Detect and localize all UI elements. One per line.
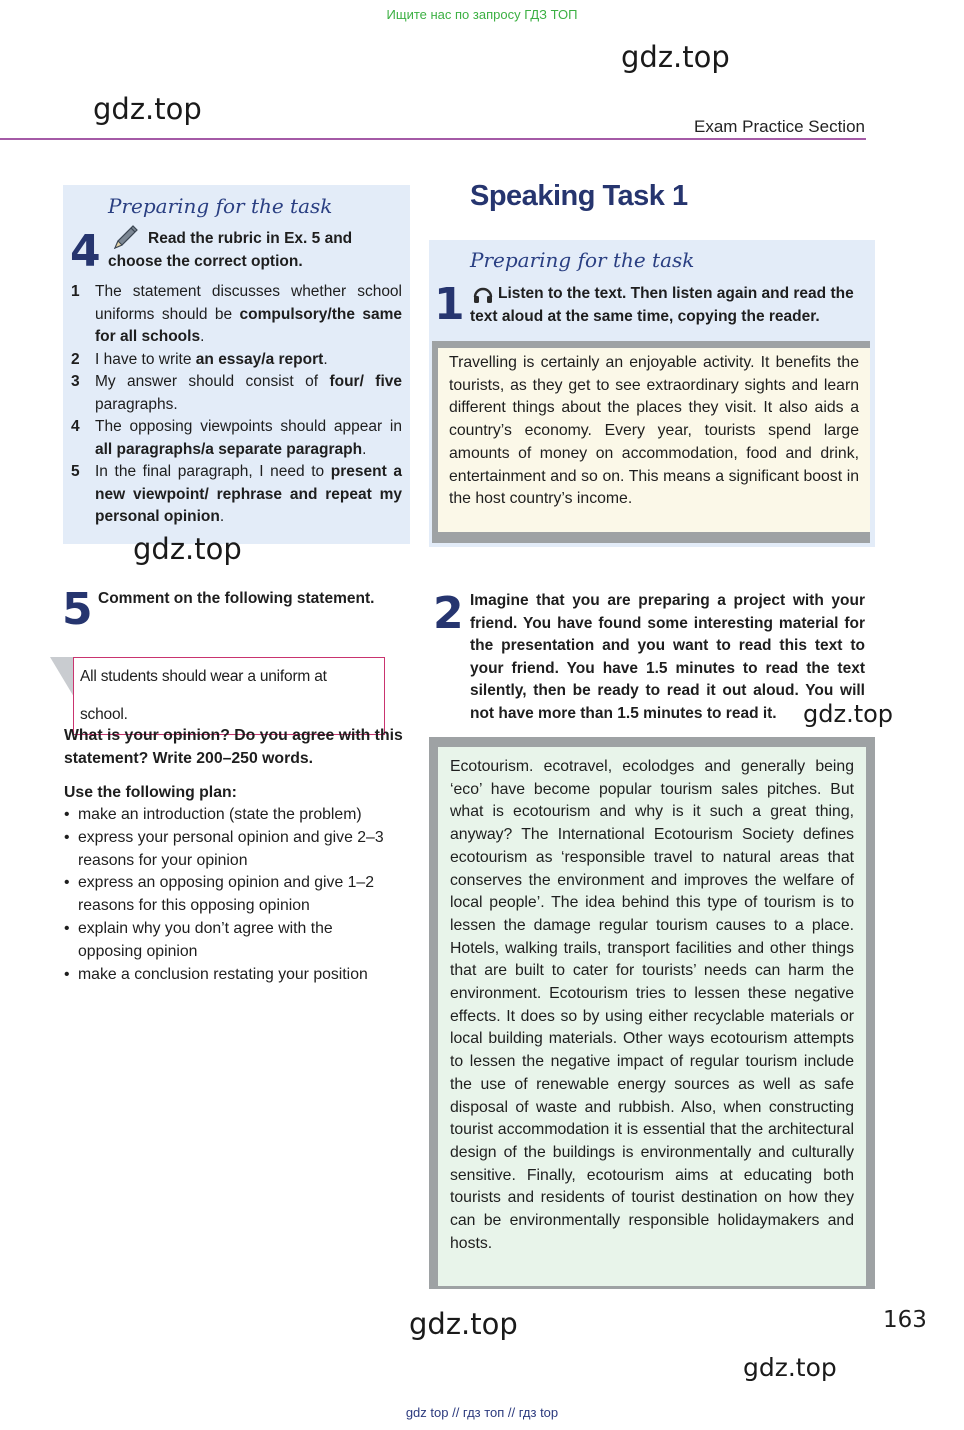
top-search-note: Ищите нас по запросу ГДЗ ТОП: [386, 7, 578, 22]
statement-box: All students should wear a uniform at school.: [73, 657, 385, 735]
option-text: In the final paragraph, I need to: [95, 463, 331, 480]
watermark: gdz.top: [803, 700, 894, 728]
option-text: .: [200, 328, 205, 345]
ex1-instruction: Listen to the text. Then listen again and read the text aloud at the same time, copying the reader.: [470, 285, 854, 325]
option-text: .: [362, 440, 367, 458]
plan-item: • express an opposing opinion and give 1–2 reasons for this opposing opinion: [64, 872, 399, 918]
speaking-task-title: Speaking Task 1: [470, 180, 688, 212]
option-choice: compulsory/the same for all schools: [95, 305, 402, 345]
plan-list: [64, 804, 399, 986]
ex4-options-list: [64, 281, 402, 529]
page-number: 163: [883, 1307, 927, 1333]
plan-item: • make a conclusion restating your position: [64, 964, 399, 987]
plan-item: • express your personal opinion and give 2–3 reasons for your opinion: [64, 827, 399, 873]
prep-title: Preparing for the task: [470, 248, 695, 272]
option-choice: present a new viewpoint/ rephrase and repeat my personal opinion: [95, 463, 402, 525]
option-text: .: [219, 508, 225, 525]
option-text: I have to write: [95, 350, 196, 368]
ex2-instruction: Imagine that you are preparing a project with your friend. You have found some interesting material for the presentation and you want to read this text to your friend. You have 1.5 minutes to read the text silently, then be ready to read it out aloud. You will not have more than 1.5 minutes to read it.: [470, 592, 865, 722]
ex2-reading-text: Ecotourism. ecotravel, ecolodges and generally being ‘eco’ have become popular tourism sales pitches. But what is ecotourism and why is it such a great thing, anyway? The International Ecotourism Society defines ecotourism as ‘responsible travel to natural areas that conserves the environment and improves the welfare of local people’. The idea behind this type of tourism is to lessen the damage regular tourism causes to a place. Hotels, walking trails, transport facilities and other things that are built to cater for tourists’ needs can harm the environment. Ecotourism tries to lessen these negative effects. It does so by using either recyclable materials or local building materials. Other ways ecotourism attempts to lessen the negative impact of regular tourism include the use of renewable energy sources as well as safe disposal of waste and rubbish. Also, when constructing tourist accommodation it is essential that the architectural design of the buildings is environmentally and culturally sensitive. Finally, ecotourism aims at educating both tourists and residents of tourist destination on how they can be environmentally responsible holidaymakers and hosts.: [438, 747, 866, 1286]
option-choice: an essay/a report: [195, 350, 324, 368]
plan-item: • make an introduction (state the problem): [64, 804, 399, 827]
prep-title: Preparing for the task: [108, 194, 333, 218]
option-item: [64, 371, 402, 416]
footer-links[interactable]: gdz top // гдз топ // гдз top: [405, 1405, 559, 1420]
option-text: The opposing viewpoints should appear in: [95, 418, 402, 435]
header-divider: [0, 138, 866, 140]
ex1-reading-text: Travelling is certainly an enjoyable activity. It benefits the tourists, as they get to see extraordinary sights and learn different things about the places they visit. It also aids a country’s economy. Every year, tourists spend large amounts of money on accommodation, food and drink, entertainment and so on. This means a significant boost in the host country’s income.: [438, 348, 870, 532]
option-number: 3: [71, 373, 80, 390]
option-number: 1: [71, 283, 80, 300]
option-number: 2: [71, 350, 80, 368]
option-item: [64, 416, 402, 461]
watermark: gdz.top: [93, 92, 202, 126]
option-number: 5: [71, 463, 80, 480]
ex4-instruction: Read the rubric in Ex. 5 and choose the correct option.: [108, 230, 353, 270]
option-choice: all paragraphs/a separate paragraph: [95, 440, 363, 458]
exercise-number: 4: [70, 226, 101, 277]
option-text: paragraphs.: [95, 395, 178, 413]
option-choice: four/ five: [329, 373, 402, 390]
exercise-number: 1: [434, 279, 465, 330]
plan-item: • explain why you don’t agree with the opposing opinion: [64, 918, 399, 964]
watermark: gdz.top: [133, 532, 242, 566]
exercise-number: 5: [62, 584, 93, 635]
option-item: [64, 461, 402, 529]
option-text: .: [323, 350, 328, 368]
watermark: gdz.top: [409, 1307, 518, 1341]
section-title: Exam Practice Section: [693, 117, 865, 136]
ex5-instruction: Comment on the following statement.: [98, 590, 375, 607]
plan-title: Use the following plan:: [64, 784, 237, 801]
exercise-number: 2: [433, 588, 464, 639]
watermark: gdz.top: [621, 40, 730, 74]
option-item: [64, 349, 402, 372]
option-item: [64, 281, 402, 349]
ex5-question: What is your opinion? Do you agree with this statement? Write 200–250 words.: [64, 727, 403, 767]
option-number: 4: [71, 418, 80, 435]
option-text: My answer should consist of: [95, 373, 330, 390]
option-text: The statement discusses whether school uniforms should be: [95, 283, 402, 323]
watermark: gdz.top: [743, 1353, 837, 1382]
